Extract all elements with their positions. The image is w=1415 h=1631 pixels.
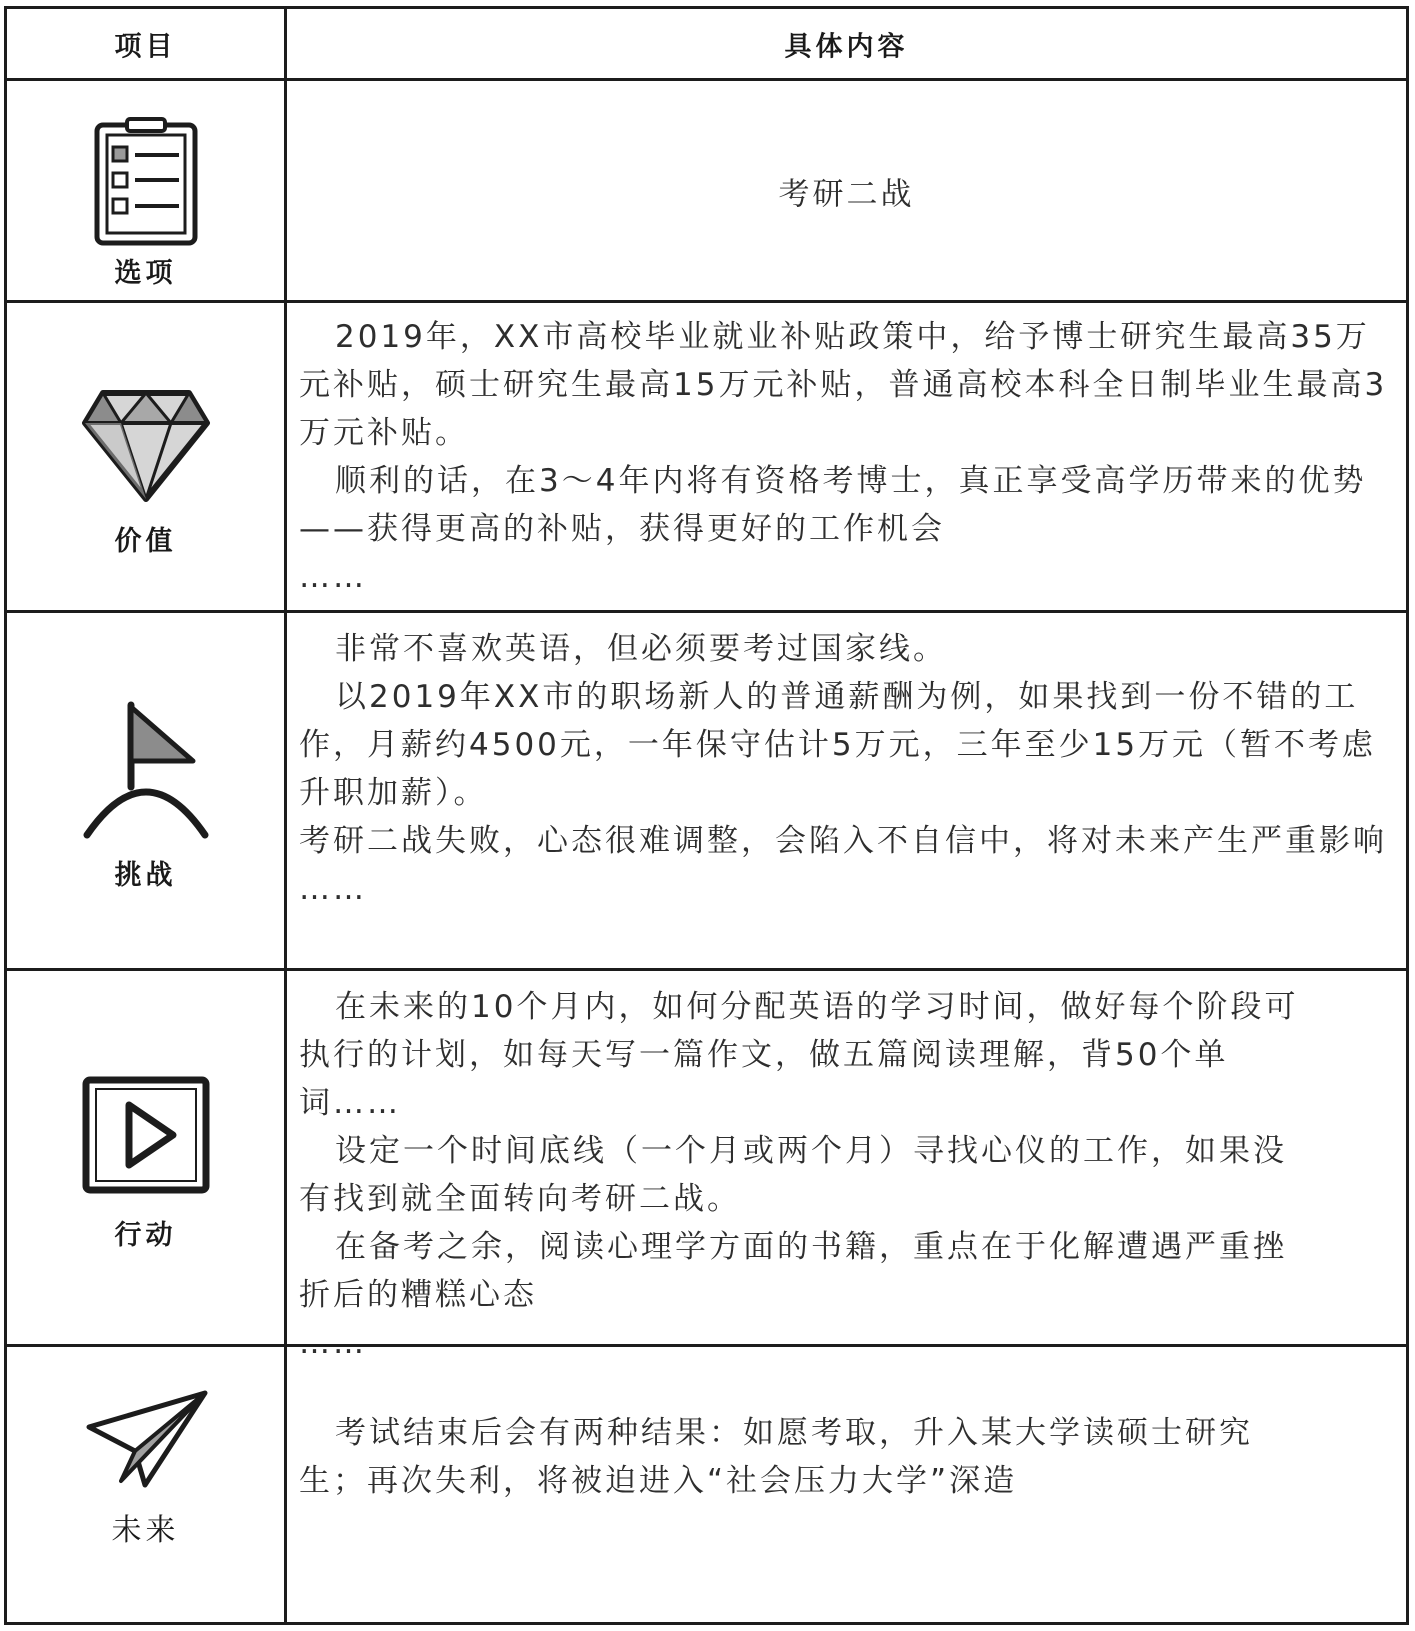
paragraph: 以2019年XX市的职场新人的普通薪酬为例，如果找到一份不错的工作，月薪约4500元，一年保守估计5万元，三年至少15万元（暂不考虑升职加薪）。 <box>299 679 1377 811</box>
future-content <box>299 1409 1316 1505</box>
header-content-cell <box>287 9 1406 78</box>
item-cell <box>7 81 287 300</box>
diamond-icon <box>81 387 211 503</box>
header-item-cell <box>7 9 287 78</box>
header-content-label: 具体内容 <box>784 31 909 62</box>
header-row <box>7 9 1406 81</box>
item-cell <box>7 1347 287 1622</box>
plan-table <box>4 6 1409 1625</box>
item-cell <box>7 613 287 968</box>
table-row <box>7 1347 1406 1622</box>
table-row <box>7 613 1406 971</box>
item-cell <box>7 303 287 610</box>
item-label: 行动 <box>114 1220 177 1251</box>
paragraph: 2019年，XX市高校毕业就业补贴政策中，给予博士研究生最高35万元补贴，硕士研究生最高15万元补贴，普通高校本科全日制毕业生最高3万元补贴。 <box>299 319 1388 451</box>
checklist-icon <box>91 117 201 247</box>
action-content <box>299 983 1316 1367</box>
item-label: 选项 <box>114 258 177 289</box>
ellipsis: …… <box>299 871 367 907</box>
paragraph: 非常不喜欢英语，但必须要考过国家线。 <box>335 631 947 667</box>
item-cell <box>7 971 287 1344</box>
item-label: 挑战 <box>114 860 177 891</box>
paragraph: 考试结束后会有两种结果：如愿考取，升入某大学读硕士研究生；再次失利，将被迫进入“社会压力大学”深造 <box>299 1415 1253 1499</box>
paragraph: 在未来的10个月内，如何分配英语的学习时间，做好每个阶段可执行的计划，如每天写一篇作文，做五篇阅读理解，背50个单词…… <box>299 989 1299 1121</box>
item-label: 未来 <box>111 1513 180 1548</box>
header-item-label: 项目 <box>114 31 177 62</box>
summit-flag-icon <box>81 699 211 839</box>
content-cell <box>287 613 1406 968</box>
ellipsis: …… <box>299 559 367 595</box>
paragraph: 顺利的话，在3～4年内将有资格考博士，真正享受高学历带来的优势——获得更高的补贴，获得更好的工作机会 <box>299 463 1367 547</box>
paragraph: 设定一个时间底线（一个月或两个月）寻找心仪的工作，如果没有找到就全面转向考研二战。 <box>299 1133 1287 1217</box>
challenge-content <box>299 625 1394 913</box>
content-cell <box>287 81 1406 300</box>
content-cell <box>287 303 1406 610</box>
option-text: 考研二战 <box>778 176 915 212</box>
value-content <box>299 313 1394 601</box>
paragraph: 在备考之余，阅读心理学方面的书籍，重点在于化解遭遇严重挫折后的糟糕心态 <box>299 1229 1287 1313</box>
item-label: 价值 <box>114 526 177 557</box>
paragraph: 考研二战失败，心态很难调整，会陷入不自信中，将对未来产生严重影响 <box>299 823 1387 859</box>
content-cell <box>287 971 1406 1361</box>
content-cell <box>287 1347 1406 1622</box>
play-button-icon <box>81 1075 211 1195</box>
table-row <box>7 81 1406 303</box>
ellipsis: …… <box>299 1325 367 1361</box>
table-row <box>7 303 1406 613</box>
paper-plane-icon <box>81 1389 211 1489</box>
table-row <box>7 971 1406 1361</box>
